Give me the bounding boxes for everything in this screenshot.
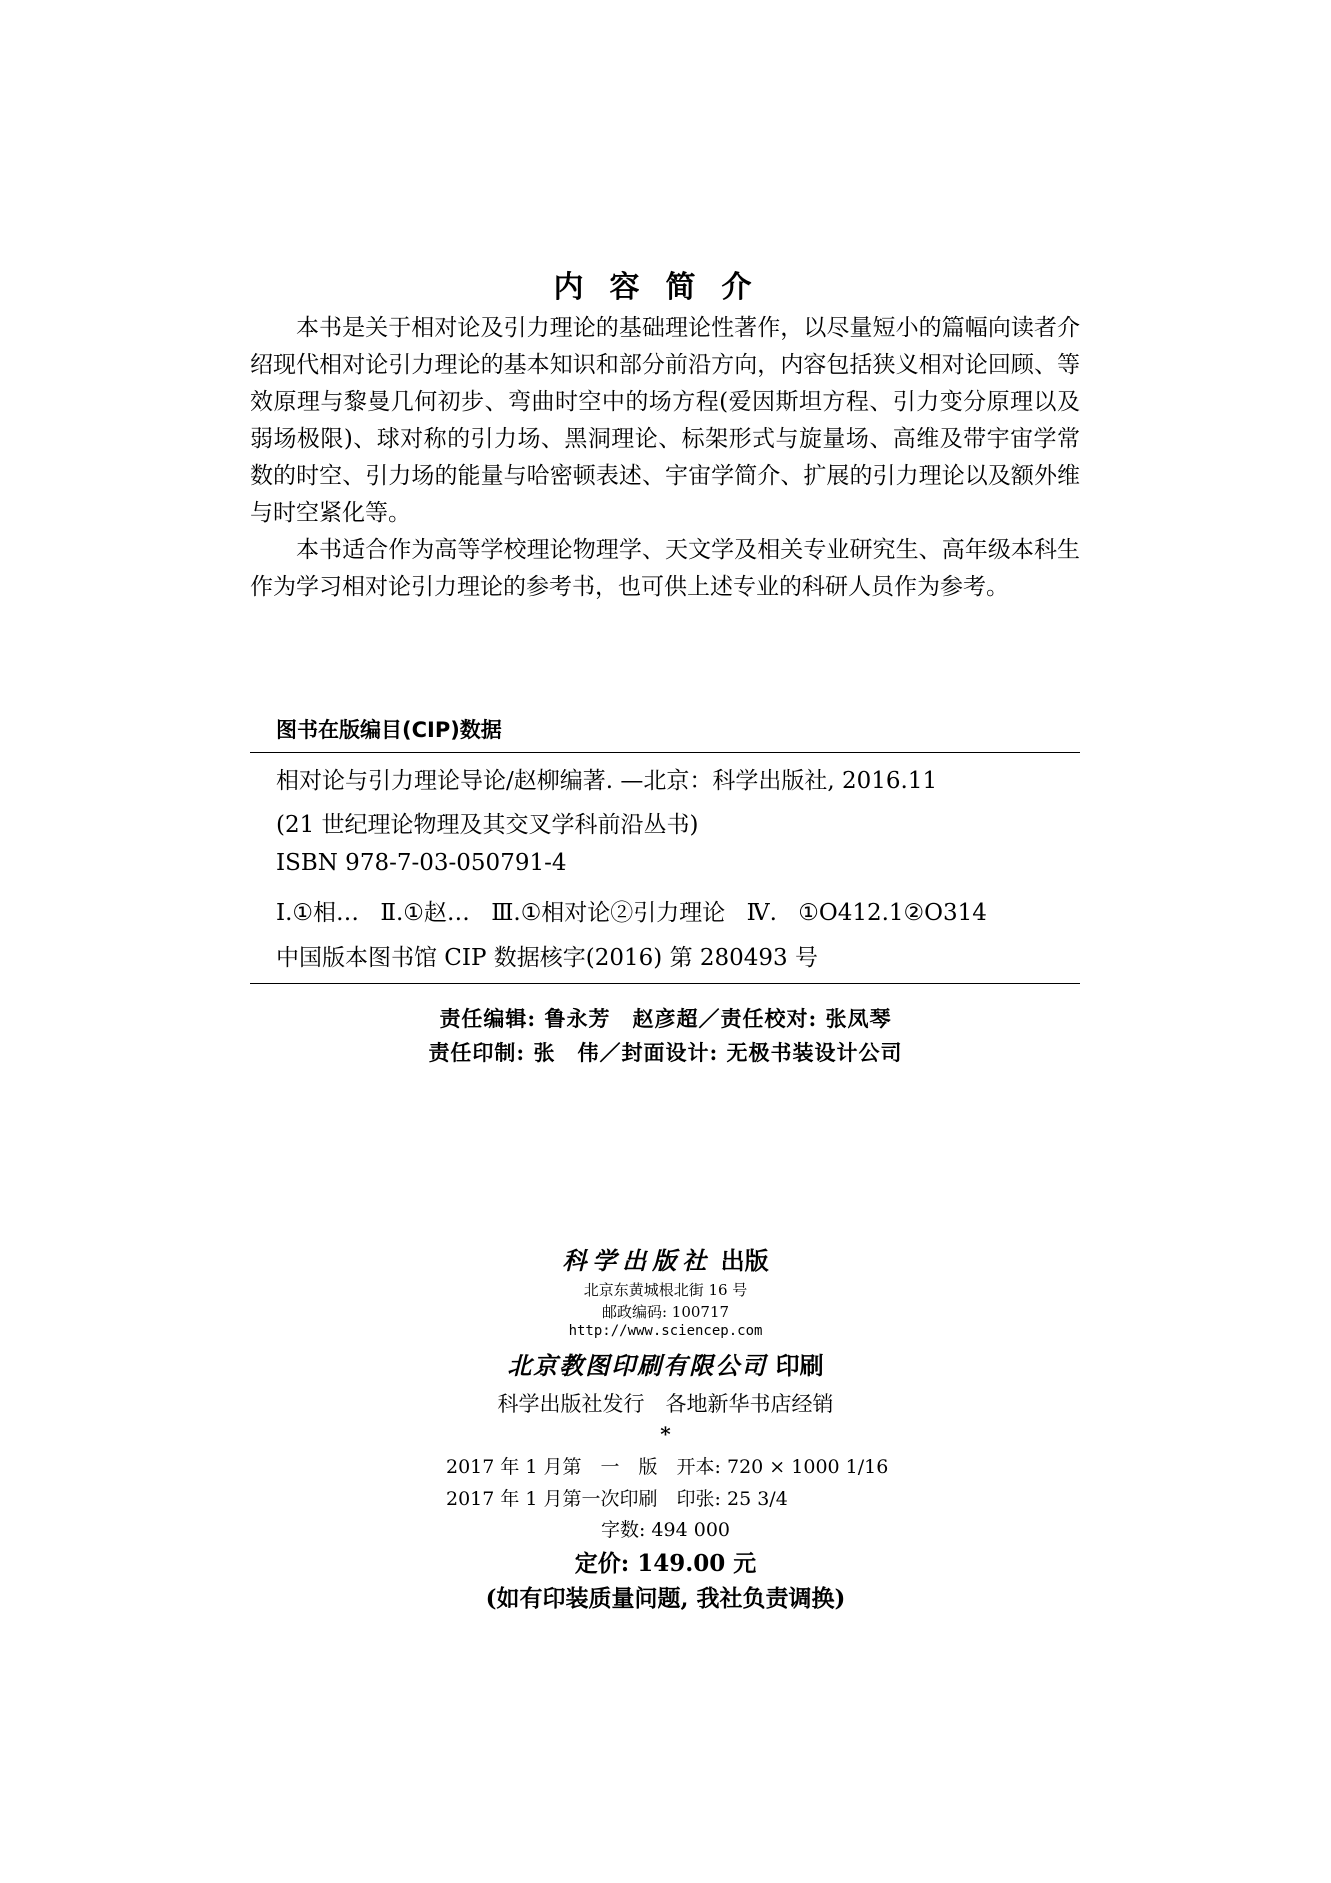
publisher-line (0, 1241, 1331, 1276)
publisher-suffix: 出版 (720, 1246, 769, 1275)
editor-credits: 责任编辑: 鲁永芳 赵彦超／责任校对: 张凤琴 (439, 1006, 892, 1031)
cip-top-rule (250, 752, 1080, 753)
cip-record-number-line: 中国版本图书馆 CIP 数据核字(2016) 第 280493 号 (276, 945, 818, 971)
printer-suffix: 印刷 (775, 1351, 824, 1380)
cip-isbn-line: ISBN 978-7-03-050791-4 (276, 850, 567, 876)
printer-line (0, 1346, 1331, 1381)
production-credits: 责任印制: 张 伟／封面设计: 无极书装设计公司 (428, 1040, 903, 1065)
price-line: 定价: 149.00 元 (574, 1550, 757, 1577)
publisher-address: 北京东黄城根北街 16 号 (583, 1281, 748, 1299)
distribution-line: 科学出版社发行 各地新华书店经销 (497, 1392, 834, 1416)
cip-heading: 图书在版编目(CIP)数据 (276, 718, 502, 742)
separator-star: * (660, 1422, 671, 1446)
intro-paragraph-2: 本书适合作为高等学校理论物理学、天文学及相关专业研究生、高年级本科生作为学习相对论引力理论的参考书，也可供上述专业的科研人员作为参考。 (250, 537, 1080, 600)
cip-classification-line: Ⅰ.①相… Ⅱ.①赵… Ⅲ.①相对论②引力理论 Ⅳ. ①O412.1②O314 (276, 900, 987, 926)
cip-title-line: 相对论与引力理论导论/赵柳编著. —北京：科学出版社, 2016.11 (276, 768, 938, 794)
word-count: 字数: 494 000 (600, 1519, 730, 1541)
intro-paragraph-1: 本书是关于相对论及引力理论的基础理论性著作，以尽量短小的篇幅向读者介绍现代相对论引力理论的基本知识和部分前沿方向，内容包括狭义相对论回顾、等效原理与黎曼几何初步、弯曲时空中的场方程(爱因斯坦方程、引力变分原理以及弱场极限)、球对称的引力场、黑洞理论、标架形式与旋量场、高维及带宇宙学常数的时空、引力场的能量与哈密顿表述、宇宙学简介、扩展的引力理论以及额外维与时空紧化等。 (250, 315, 1080, 526)
publisher-postcode: 邮政编码: 100717 (601, 1303, 730, 1321)
publisher-name: 科学出版社 (562, 1246, 713, 1275)
cip-series-line: (21 世纪理论物理及其交叉学科前沿丛书) (276, 812, 699, 838)
quality-notice: (如有印装质量问题, 我社负责调换) (485, 1585, 846, 1612)
printer-name: 北京教图印刷有限公司 (507, 1351, 768, 1380)
edition-line: 2017 年 1 月第 一 版 开本: 720 × 1000 1/16 (446, 1456, 889, 1478)
printing-line: 2017 年 1 月第一次印刷 印张: 25 3/4 (446, 1488, 788, 1510)
intro-title: 内容简介 (553, 270, 778, 305)
cip-bottom-rule (250, 983, 1080, 984)
intro-body (250, 310, 1080, 606)
publisher-url: http://www.sciencep.com (568, 1323, 763, 1339)
